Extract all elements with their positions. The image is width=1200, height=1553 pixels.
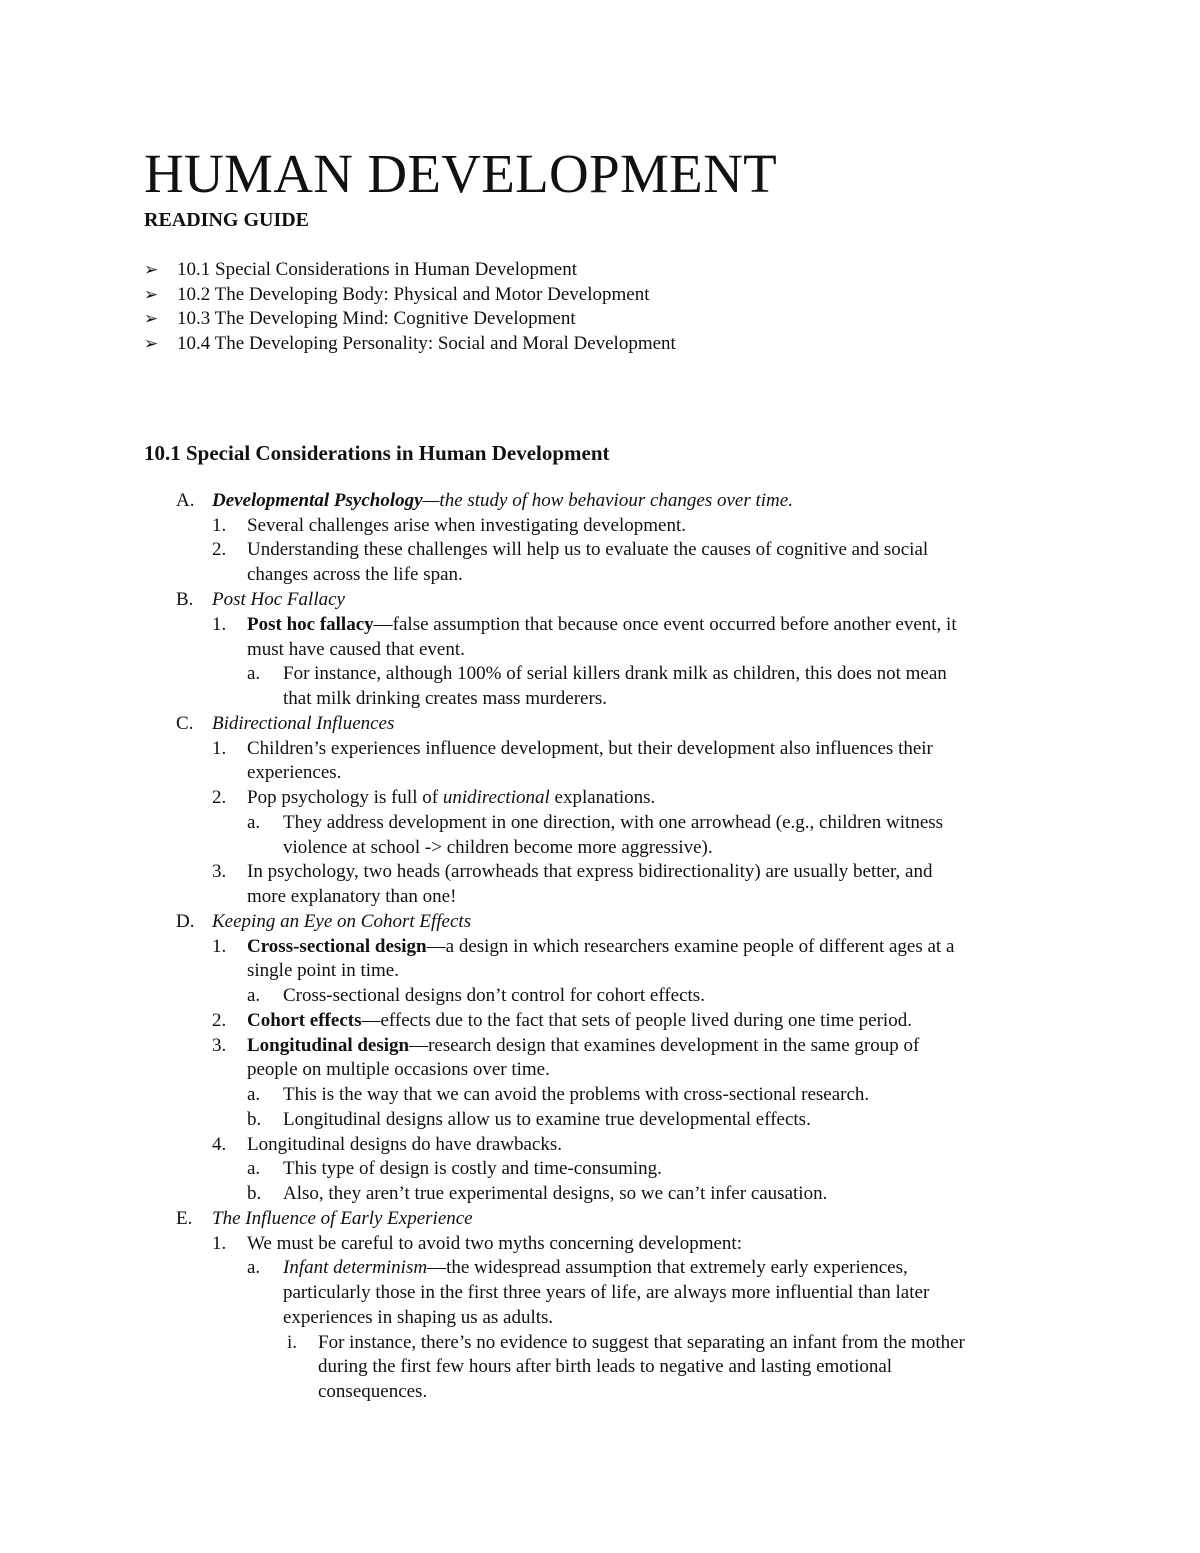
list-item: This is the way that we can avoid the problems with cross-sectional research.: [283, 1084, 870, 1105]
outline-marker: 1.: [212, 515, 227, 536]
term: Cohort effects: [247, 1010, 362, 1031]
outline-marker: a.: [247, 1158, 261, 1179]
outline-marker: 2.: [212, 539, 227, 560]
outline-item-d: Keeping an Eye on Cohort Effects: [212, 911, 472, 932]
outline-marker: a.: [247, 1084, 261, 1105]
outline-marker: 1.: [212, 738, 227, 759]
outline-marker: 1.: [212, 1233, 227, 1254]
outline-marker: 1.: [212, 936, 227, 957]
section-heading: 10.1 Special Considerations in Human Development: [144, 441, 610, 465]
list-item: Pop psychology is full of unidirectional explanations.: [247, 787, 656, 808]
list-item: Understanding these challenges will help us to evaluate the causes of cognitive and social: [247, 539, 929, 560]
toc-item: ➢ 10.2 The Developing Body: Physical and Motor Development: [144, 283, 676, 308]
outline-marker: a.: [247, 663, 261, 684]
outline-marker: 2.: [212, 1010, 227, 1031]
list-item: For instance, there’s no evidence to suggest that separating an infant from the mother: [318, 1332, 965, 1353]
outline-marker: D.: [176, 911, 195, 932]
toc-item: ➢ 10.1 Special Considerations in Human Development: [144, 258, 676, 283]
arrow-bullet-icon: ➢: [144, 309, 159, 329]
term: Cross-sectional design: [247, 936, 427, 957]
outline-item-c: Bidirectional Influences: [212, 713, 395, 734]
list-item-cont: consequences.: [318, 1381, 428, 1402]
list-item-cont: particularly those in the first three years of life, are always more influential than later: [283, 1282, 930, 1303]
list-item-cont: changes across the life span.: [247, 564, 463, 585]
outline-marker: 4.: [212, 1134, 227, 1155]
arrow-bullet-icon: ➢: [144, 284, 159, 304]
term: Post hoc fallacy: [247, 614, 374, 635]
list-item-cont: single point in time.: [247, 960, 399, 981]
list-item: Cross-sectional designs don’t control for cohort effects.: [283, 985, 705, 1006]
list-item: Also, they aren’t true experimental designs, so we can’t infer causation.: [283, 1183, 828, 1204]
outline-marker: b.: [247, 1183, 262, 1204]
outline-item-e: The Influence of Early Experience: [212, 1208, 473, 1229]
outline-marker: 3.: [212, 861, 227, 882]
list-item: We must be careful to avoid two myths concerning development:: [247, 1233, 742, 1254]
outline-marker: C.: [176, 713, 194, 734]
outline-marker: B.: [176, 589, 194, 610]
outline-marker: a.: [247, 985, 261, 1006]
list-item: Children’s experiences influence development, but their development also influences their: [247, 738, 933, 759]
arrow-bullet-icon: ➢: [144, 334, 159, 354]
term: Developmental Psychology: [212, 490, 423, 511]
outline-marker: a.: [247, 1257, 261, 1278]
list-item: Longitudinal design—research design that examines development in the same group of: [247, 1035, 920, 1056]
list-item: For instance, although 100% of serial killers drank milk as children, this does not mean: [283, 663, 947, 684]
outline-marker: 1.: [212, 614, 227, 635]
list-item-cont: people on multiple occasions over time.: [247, 1059, 550, 1080]
outline-marker: a.: [247, 812, 261, 833]
list-item-cont: violence at school -> children become more aggressive).: [283, 837, 713, 858]
document-title: HUMAN DEVELOPMENT: [144, 143, 777, 204]
list-item: This type of design is costly and time-consuming.: [283, 1158, 662, 1179]
list-item: In psychology, two heads (arrowheads that express bidirectionality) are usually better, and: [247, 861, 933, 882]
outline-item-a: Developmental Psychology—the study of how behaviour changes over time.: [212, 490, 793, 511]
list-item: Cohort effects—effects due to the fact that sets of people lived during one time period.: [247, 1010, 912, 1031]
toc-item: ➢ 10.4 The Developing Personality: Social and Moral Development: [144, 332, 676, 357]
outline-marker: A.: [176, 490, 195, 511]
list-item: Infant determinism—the widespread assumption that extremely early experiences,: [283, 1257, 908, 1278]
outline-item-b: Post Hoc Fallacy: [212, 589, 345, 610]
outline-marker: i.: [287, 1332, 298, 1353]
list-item-cont: during the first few hours after birth leads to negative and lasting emotional: [318, 1356, 893, 1377]
list-item-cont: more explanatory than one!: [247, 886, 457, 907]
outline-marker: 3.: [212, 1035, 227, 1056]
term: Infant determinism: [283, 1257, 428, 1278]
list-item-cont: experiences.: [247, 762, 342, 783]
outline-marker: E.: [176, 1208, 193, 1229]
list-item: Cross-sectional design—a design in which researchers examine people of different ages at a: [247, 936, 955, 957]
list-item-cont: that milk drinking creates mass murderers.: [283, 688, 607, 709]
list-item: Longitudinal designs allow us to examine true developmental effects.: [283, 1109, 811, 1130]
outline-marker: b.: [247, 1109, 262, 1130]
list-item: Post hoc fallacy—false assumption that because once event occurred before another event, it: [247, 614, 957, 635]
list-item: Several challenges arise when investigating development.: [247, 515, 686, 536]
document-subtitle: READING GUIDE: [144, 209, 310, 231]
arrow-bullet-icon: ➢: [144, 260, 159, 279]
list-item: Longitudinal designs do have drawbacks.: [247, 1134, 563, 1155]
toc-item: ➢ 10.3 The Developing Mind: Cognitive Development: [144, 307, 676, 332]
list-item: They address development in one direction, with one arrowhead (e.g., children witness: [283, 812, 944, 833]
outline-marker: 2.: [212, 787, 227, 808]
table-of-contents: [144, 258, 676, 357]
term: Longitudinal design: [247, 1035, 410, 1056]
list-item-cont: must have caused that event.: [247, 639, 465, 660]
list-item-cont: experiences in shaping us as adults.: [283, 1307, 554, 1328]
